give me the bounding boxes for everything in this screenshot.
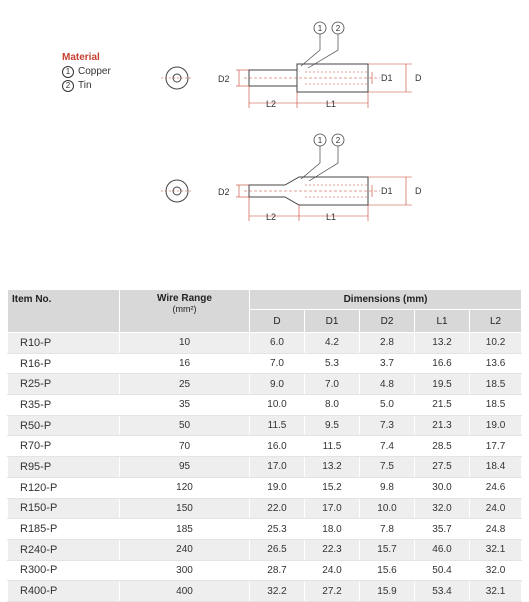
- cell-item: R70-P: [8, 436, 120, 457]
- header-item-no: [8, 290, 120, 333]
- legend-number-2: 2: [62, 80, 74, 92]
- header-d1: D1: [305, 310, 360, 333]
- cell-l2: 19.0: [470, 415, 522, 436]
- cell-l2: 32.0: [470, 560, 522, 581]
- cell-d: 32.2: [250, 581, 305, 602]
- cell-d: 28.7: [250, 560, 305, 581]
- cell-l1: 16.6: [415, 353, 470, 374]
- label-l2: L2: [266, 99, 277, 109]
- table-row: [8, 395, 522, 416]
- label-d-b: D: [415, 186, 422, 196]
- cell-l1: 21.3: [415, 415, 470, 436]
- cell-d1: 4.2: [305, 333, 360, 354]
- cell-l2: 32.1: [470, 539, 522, 560]
- callout-text-2: 2: [335, 24, 341, 33]
- label-d2: D2: [218, 74, 230, 84]
- table-row: [8, 581, 522, 602]
- cell-d: 7.0: [250, 353, 305, 374]
- cell-l1: 13.2: [415, 333, 470, 354]
- cell-l1: 35.7: [415, 519, 470, 540]
- cell-d1: 9.5: [305, 415, 360, 436]
- cell-wire-range: 16: [120, 353, 250, 374]
- cell-d2: 7.5: [360, 457, 415, 478]
- cell-d: 26.5: [250, 539, 305, 560]
- table-row: [8, 477, 522, 498]
- cell-wire-range: 35: [120, 395, 250, 416]
- cell-d: 22.0: [250, 498, 305, 519]
- cell-l1: 27.5: [415, 457, 470, 478]
- label-d1: D1: [381, 73, 393, 83]
- header-l1: L1: [415, 310, 470, 333]
- cell-d2: 7.4: [360, 436, 415, 457]
- cell-l1: 19.5: [415, 374, 470, 395]
- cell-l2: 10.2: [470, 333, 522, 354]
- table-row: [8, 457, 522, 478]
- cell-l1: 30.0: [415, 477, 470, 498]
- cell-l2: 17.7: [470, 436, 522, 457]
- spec-table-body: [8, 333, 522, 602]
- cell-l2: 24.6: [470, 477, 522, 498]
- cell-d: 25.3: [250, 519, 305, 540]
- cell-l2: 13.6: [470, 353, 522, 374]
- cell-l1: 46.0: [415, 539, 470, 560]
- cell-d: 9.0: [250, 374, 305, 395]
- cell-item: R16-P: [8, 353, 120, 374]
- callout-leader-1b: [301, 146, 320, 179]
- cell-d: 10.0: [250, 395, 305, 416]
- header-dimensions: Dimensions (mm): [250, 290, 522, 310]
- cell-item: R150-P: [8, 498, 120, 519]
- cell-wire-range: 50: [120, 415, 250, 436]
- table-row: [8, 333, 522, 354]
- table-row: [8, 415, 522, 436]
- cell-d: 19.0: [250, 477, 305, 498]
- label-d: D: [415, 73, 422, 83]
- cell-d1: 15.2: [305, 477, 360, 498]
- cell-l2: 18.5: [470, 374, 522, 395]
- drawing-tapered-terminal: [161, 134, 422, 222]
- cell-wire-range: 240: [120, 539, 250, 560]
- cell-l2: 18.4: [470, 457, 522, 478]
- callout-leader-2b: [309, 146, 338, 181]
- cell-d1: 13.2: [305, 457, 360, 478]
- cell-d1: 7.0: [305, 374, 360, 395]
- header-wire-range-text: Wire Range: [157, 293, 212, 304]
- header-wire-range: [120, 290, 250, 333]
- cell-item: R35-P: [8, 395, 120, 416]
- cell-l1: 28.5: [415, 436, 470, 457]
- cell-l1: 53.4: [415, 581, 470, 602]
- legend-label-copper: Copper: [78, 66, 111, 77]
- table-row: [8, 353, 522, 374]
- cell-l2: 24.8: [470, 519, 522, 540]
- callout-leader-1: [301, 34, 320, 66]
- cell-wire-range: 70: [120, 436, 250, 457]
- cell-wire-range: 25: [120, 374, 250, 395]
- header-d2: D2: [360, 310, 415, 333]
- cell-d2: 7.8: [360, 519, 415, 540]
- cell-d2: 7.3: [360, 415, 415, 436]
- cell-wire-range: 150: [120, 498, 250, 519]
- table-row: [8, 539, 522, 560]
- legend-title: Material: [62, 52, 100, 63]
- callout-leader-2: [308, 34, 338, 68]
- cell-d: 16.0: [250, 436, 305, 457]
- label-d2-b: D2: [218, 187, 230, 197]
- cell-d2: 10.0: [360, 498, 415, 519]
- cell-wire-range: 95: [120, 457, 250, 478]
- table-row: [8, 436, 522, 457]
- label-l2-b: L2: [266, 212, 277, 222]
- cell-d1: 27.2: [305, 581, 360, 602]
- callout-text-2b: 2: [335, 136, 341, 145]
- cell-d2: 4.8: [360, 374, 415, 395]
- cell-d1: 11.5: [305, 436, 360, 457]
- cell-d: 11.5: [250, 415, 305, 436]
- table-row: [8, 498, 522, 519]
- cell-d1: 18.0: [305, 519, 360, 540]
- header-l2: L2: [470, 310, 522, 333]
- label-l1: L1: [326, 99, 337, 109]
- cell-d: 17.0: [250, 457, 305, 478]
- callout-text-1b: 1: [317, 136, 323, 145]
- header-wire-unit: (mm²): [172, 304, 197, 314]
- cell-d2: 15.7: [360, 539, 415, 560]
- cell-d1: 17.0: [305, 498, 360, 519]
- cell-item: R300-P: [8, 560, 120, 581]
- terminal-drawings: [0, 0, 529, 280]
- cell-l1: 32.0: [415, 498, 470, 519]
- legend-number-1: 1: [62, 66, 74, 78]
- cell-l2: 18.5: [470, 395, 522, 416]
- cell-wire-range: 300: [120, 560, 250, 581]
- drawing-straight-terminal: [161, 22, 422, 109]
- cell-item: R400-P: [8, 581, 120, 602]
- cell-l2: 32.1: [470, 581, 522, 602]
- cell-d2: 15.6: [360, 560, 415, 581]
- header-d: D: [250, 310, 305, 333]
- cell-l1: 50.4: [415, 560, 470, 581]
- cell-l2: 24.0: [470, 498, 522, 519]
- cell-item: R25-P: [8, 374, 120, 395]
- cell-l1: 21.5: [415, 395, 470, 416]
- cell-item: R185-P: [8, 519, 120, 540]
- cell-d1: 5.3: [305, 353, 360, 374]
- cell-item: R10-P: [8, 333, 120, 354]
- cell-wire-range: 120: [120, 477, 250, 498]
- label-d1-b: D1: [381, 186, 393, 196]
- cell-d1: 22.3: [305, 539, 360, 560]
- cell-d2: 2.8: [360, 333, 415, 354]
- cell-item: R50-P: [8, 415, 120, 436]
- callout-text-1: 1: [317, 24, 323, 33]
- header-item-no-text: Item No.: [12, 294, 52, 305]
- cell-d: 6.0: [250, 333, 305, 354]
- cell-d2: 3.7: [360, 353, 415, 374]
- table-row: [8, 519, 522, 540]
- cell-d1: 24.0: [305, 560, 360, 581]
- cell-d2: 15.9: [360, 581, 415, 602]
- legend-label-tin: Tin: [78, 80, 92, 91]
- cell-item: R240-P: [8, 539, 120, 560]
- cell-wire-range: 10: [120, 333, 250, 354]
- cell-d2: 5.0: [360, 395, 415, 416]
- cell-wire-range: 185: [120, 519, 250, 540]
- large-barrel: [297, 64, 368, 92]
- spec-table: [7, 289, 522, 602]
- cell-wire-range: 400: [120, 581, 250, 602]
- cell-item: R95-P: [8, 457, 120, 478]
- label-l1-b: L1: [326, 212, 337, 222]
- cell-d1: 8.0: [305, 395, 360, 416]
- table-row: [8, 374, 522, 395]
- cell-item: R120-P: [8, 477, 120, 498]
- cell-d2: 9.8: [360, 477, 415, 498]
- table-row: [8, 560, 522, 581]
